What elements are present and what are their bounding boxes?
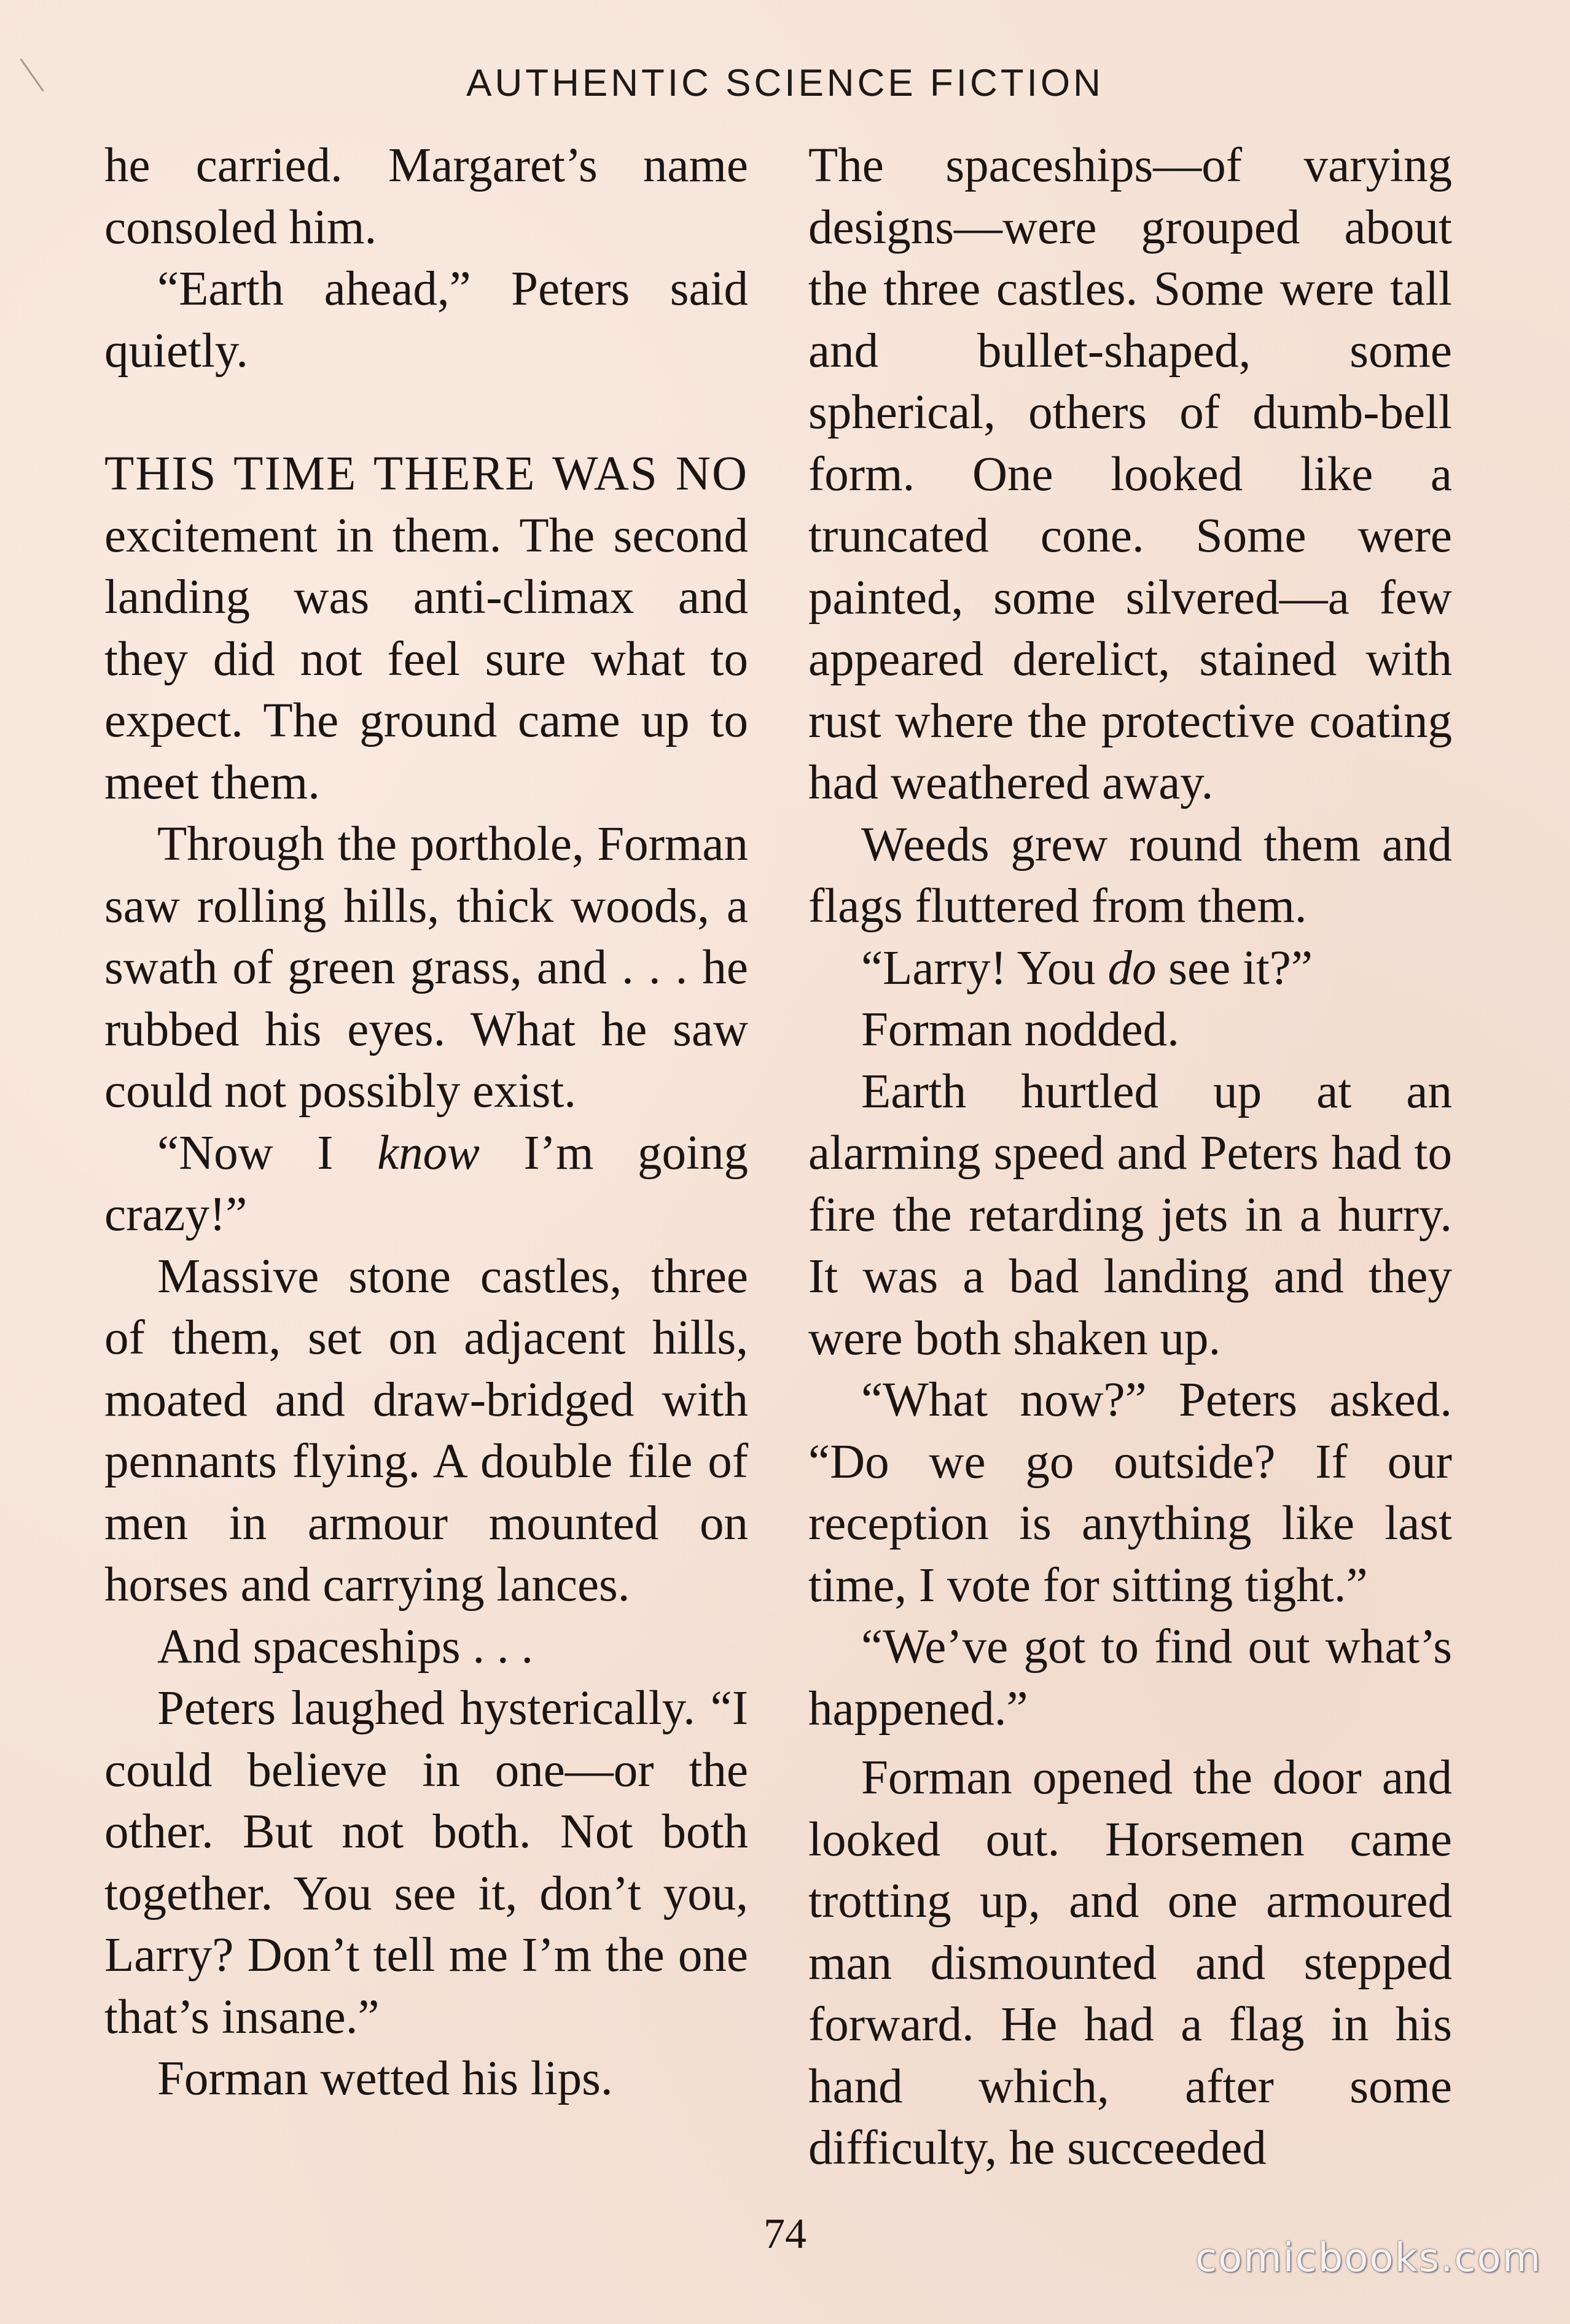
page-number: 74 — [764, 2210, 806, 2258]
emphasis: do — [1107, 941, 1157, 995]
paragraph: Through the porthole, Forman saw rolling hills, thick woods, a swath of green grass, and . . . he rubbed his eyes. What he saw could not possibly exist. — [104, 817, 748, 1118]
paragraph: Forman nodded. — [861, 1003, 1179, 1056]
paragraph: Forman wetted his lips. — [157, 2052, 613, 2105]
paragraph-text: excitement in them. The second landing was anti-climax and they did not feel sure what to expect. The ground came up to meet them. — [104, 509, 748, 809]
paragraph: “Earth ahead,” Peters said quietly. — [104, 262, 748, 378]
paragraph: Peters laughed hysterically. “I could believe in one—or the other. But not both. Not both together. You see it, don’t you, Larry? Don’t tell me I’m the one that’s insane.” — [104, 1682, 748, 2044]
paragraph-text: see it?” — [1156, 941, 1313, 995]
paragraph: The spaceships—of varying designs—were grouped about the three castles. Some were tall and bullet-shaped, some spherical, others of dumb-bell form. One looked like a truncated cone. Some were painted, some silvered—a few appeared derelict, stained with rust where the protective coating had weathered away. — [808, 139, 1452, 809]
paragraph: “We’ve got to find out what’s happened.” — [808, 1620, 1452, 1736]
paragraph-text: “Now I — [157, 1126, 378, 1180]
small-caps-lead: THIS TIME THERE WAS NO — [104, 447, 748, 501]
paragraph: Forman opened the door and looked out. Horsemen came trotting up, and one armoured man dismounted and stepped forward. He had a flag in his hand which, after some difficulty, he succeeded — [808, 1751, 1452, 2175]
paragraph — [808, 938, 1452, 1000]
site-watermark: comicbooks.com — [1195, 2236, 1542, 2281]
paragraph: Weeds grew round them and flags fluttered from them. — [808, 817, 1452, 933]
emphasis: know — [377, 1126, 480, 1180]
paragraph: “What now?” Peters asked. “Do we go outside? If our reception is anything like last time, I vote for sitting tight.” — [808, 1373, 1452, 1612]
paragraph: And spaceships . . . — [157, 1620, 534, 1674]
left-column — [104, 135, 748, 2110]
paragraph: he carried. Margaret’s name consoled him. — [104, 139, 748, 254]
paragraph-text: I’m going crazy!” — [104, 1126, 748, 1241]
section-opening-paragraph — [104, 443, 748, 814]
paragraph: Massive stone castles, three of them, set on adjacent hills, moated and draw-bridged with pennants flying. A double file of men in armour mounted on horses and carrying lances. — [104, 1249, 748, 1612]
paragraph-text: “Larry! You — [861, 941, 1108, 995]
paragraph: Earth hurtled up at an alarming speed and Peters had to fire the retarding jets in a hurry. It was a bad landing and they were both shaken up. — [808, 1064, 1452, 1365]
running-head: AUTHENTIC SCIENCE FICTION — [466, 62, 1104, 104]
right-column — [808, 135, 1452, 2180]
paragraph — [104, 1123, 748, 1246]
